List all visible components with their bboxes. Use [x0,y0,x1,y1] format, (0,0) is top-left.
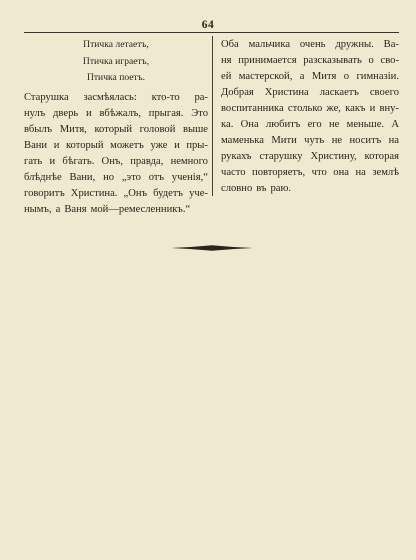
word: Вани, [69,171,96,183]
word: Она [240,119,259,130]
word: любитъ [265,119,301,130]
text-line [24,202,208,218]
word: Христина [264,87,309,98]
word: нулъ [24,107,46,119]
text-line [221,69,399,85]
word: говоритъ [24,187,65,199]
word: и [86,107,92,119]
right-column [221,37,399,197]
word: и [49,155,56,167]
word: старушку [259,151,303,162]
word: выше [182,123,208,135]
word: прыгая. [148,107,184,119]
word: Митя, [59,123,87,135]
word: и [53,139,60,151]
header-rule [24,32,399,33]
verse-line: Птичка играетъ, [82,55,150,67]
word: который [65,139,104,151]
word: разсказывать [303,55,362,66]
word: чуть [304,135,325,146]
text-line [221,181,399,197]
word: носитъ [349,135,382,146]
left-column [24,37,208,218]
text-line [221,53,399,69]
verse-line: Птичка летаетъ, [83,39,149,50]
word: ня [221,55,232,66]
column-divider [212,36,213,196]
word: принимается [238,55,297,66]
word: въ [256,183,267,194]
word: Христина. [70,187,118,199]
word: не [331,135,343,146]
word: но [103,171,115,183]
text-line [221,133,399,149]
word: Добрая [221,87,254,98]
word: засмѣялась: [83,91,137,103]
word: меньше. [346,119,385,130]
word: который [94,123,133,135]
word: и [174,139,180,151]
verse-line: Птичка поетъ. [86,72,146,83]
left-paragraph [24,90,208,218]
word: Ва- [383,39,399,50]
word: же, [326,103,341,114]
word: Митя [311,71,337,82]
word: раю. [270,183,292,194]
word: а [299,71,305,82]
word: вну- [379,103,399,114]
word: его [307,119,322,130]
right-paragraph [221,37,399,197]
text-line [24,106,208,122]
word: блѣднѣе [24,171,62,183]
word: кто-то [151,91,180,103]
word: не [328,119,340,130]
word: уче- [189,187,208,199]
word: дверь [53,107,79,119]
word: что [311,167,327,178]
word: сво- [380,55,399,66]
text-line [24,154,208,170]
text-line [221,37,399,53]
word: головой [139,123,176,135]
word: уже [150,139,168,151]
word: ра- [194,91,208,103]
word: мастерской, [238,71,293,82]
word: мой—ремесленникъ.“ [90,203,191,215]
word: рукахъ [221,151,252,162]
word: какъ [345,103,366,114]
text-line [24,90,208,106]
word: словно [221,183,253,194]
word: немного [170,155,208,167]
word: а [55,203,61,215]
text-line [221,165,399,181]
word: столько [287,103,323,114]
text-line [24,186,208,202]
word: мальчика [248,39,291,50]
word: гимназіи. [356,71,399,82]
word: на [388,135,399,146]
text-line [221,101,399,117]
word: Это [191,107,208,119]
word: правда, [130,155,164,167]
word: вбылъ [24,123,53,135]
word: Мити [271,135,297,146]
word: „Онъ [123,187,148,199]
word: „это [121,171,141,183]
word: Оба [221,39,239,50]
ornament-divider [171,244,253,252]
word: гать [24,155,43,167]
word: она [333,167,349,178]
word: очень [299,39,326,50]
verse [24,37,208,87]
word: повторяетъ, [252,167,306,178]
word: ей [221,71,232,82]
word: вбѣжалъ, [99,107,141,119]
word: ласкаетъ [319,87,359,98]
word: дружны. [335,39,374,50]
text-line [221,85,399,101]
text-line [221,117,399,133]
word: своего [369,87,399,98]
word: ка. [221,119,234,130]
text-line [221,149,399,165]
text-line [24,122,208,138]
word: которая [364,151,399,162]
word: землѣ [372,167,399,178]
text-line [24,170,208,186]
word: пры- [186,139,208,151]
word: Вани [24,139,48,151]
word: Христину, [310,151,357,162]
word: и [369,103,376,114]
word: отъ [148,171,164,183]
word: о [343,71,350,82]
word: А [391,119,399,130]
text-line [24,138,208,154]
word: воспитанника [221,103,284,114]
word: о [368,55,374,66]
word: Онъ, [101,155,123,167]
word: нымъ, [24,203,52,215]
word: Ваня [64,203,87,215]
word: бѣгать. [62,155,95,167]
word: на [355,167,366,178]
word: ученія,“ [171,171,208,183]
word: можетъ [110,139,144,151]
page-number: 64 [201,19,215,31]
word: будетъ [153,187,183,199]
word: маменька [221,135,264,146]
word: Старушка [24,91,69,103]
word: часто [221,167,246,178]
